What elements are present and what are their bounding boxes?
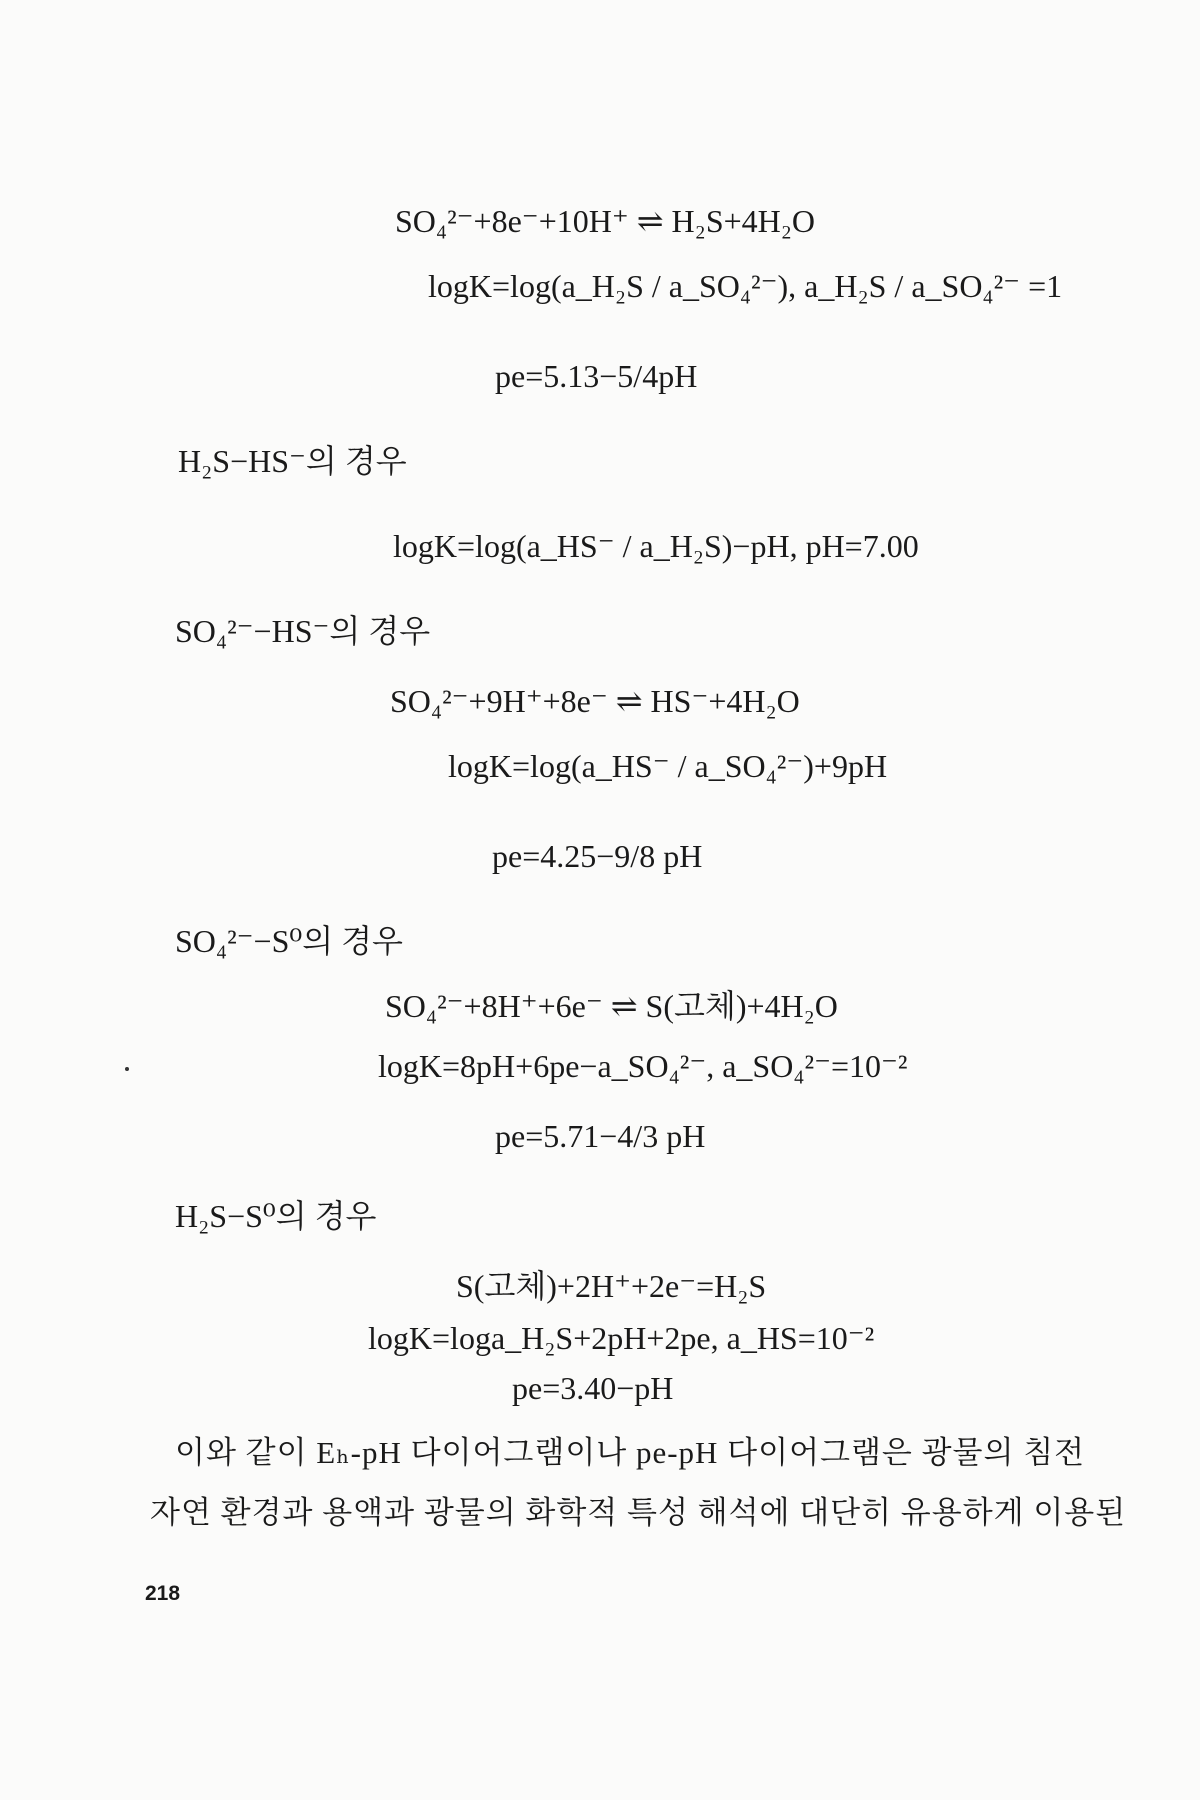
heading-h2s-hs: H₂S−HS⁻의 경우 bbox=[178, 443, 407, 479]
heading-sulfate-hs: SO₄²⁻−HS⁻의 경우 bbox=[175, 613, 431, 649]
equation-sulfate-reduction: SO₄²⁻+8e⁻+10H⁺ ⇌ H₂S+4H₂O bbox=[395, 203, 816, 239]
heading-h2s-s0: H₂S−S⁰의 경우 bbox=[175, 1198, 377, 1234]
paragraph-line-1: 이와 같이 Eₕ-pH 다이어그램이나 pe-pH 다이어그램은 광물의 침전 bbox=[175, 1435, 1086, 1470]
paragraph-line-2: 자연 환경과 용액과 광물의 화학적 특성 해석에 대단히 유용하게 이용된 bbox=[150, 1495, 1127, 1530]
equation-sulfate-to-sulfur: SO₄²⁻+8H⁺+6e⁻ ⇌ S(고체)+4H₂O bbox=[385, 988, 838, 1024]
page-number: 218 bbox=[145, 1582, 181, 1605]
stray-dot bbox=[125, 1067, 129, 1071]
equation-pe-3-40: pe=3.40−pH bbox=[512, 1370, 674, 1406]
equation-logk-8ph: logK=8pH+6pe−a_SO₄²⁻, a_SO₄²⁻=10⁻² bbox=[378, 1048, 908, 1084]
equation-logk-hs-h2s: logK=log(a_HS⁻ / a_H₂S)−pH, pH=7.00 bbox=[393, 528, 919, 564]
equation-sulfate-to-hs: SO₄²⁻+9H⁺+8e⁻ ⇌ HS⁻+4H₂O bbox=[390, 683, 800, 719]
equation-pe-4-25: pe=4.25−9/8 pH bbox=[492, 838, 703, 874]
heading-sulfate-s0: SO₄²⁻−S⁰의 경우 bbox=[175, 923, 403, 959]
equation-logk-loga-h2s: logK=loga_H₂S+2pH+2pe, a_HS=10⁻² bbox=[368, 1320, 875, 1356]
equation-pe-5-13: pe=5.13−5/4pH bbox=[495, 358, 698, 394]
equation-logk-h2s-sulfate: logK=log(a_H₂S / a_SO₄²⁻), a_H₂S / a_SO₄²⁻ =1 bbox=[428, 268, 1063, 304]
equation-pe-5-71: pe=5.71−4/3 pH bbox=[495, 1118, 706, 1154]
equation-logk-hs-sulfate: logK=log(a_HS⁻ / a_SO₄²⁻)+9pH bbox=[448, 748, 888, 784]
equation-sulfur-to-h2s: S(고체)+2H⁺+2e⁻=H₂S bbox=[456, 1268, 767, 1304]
